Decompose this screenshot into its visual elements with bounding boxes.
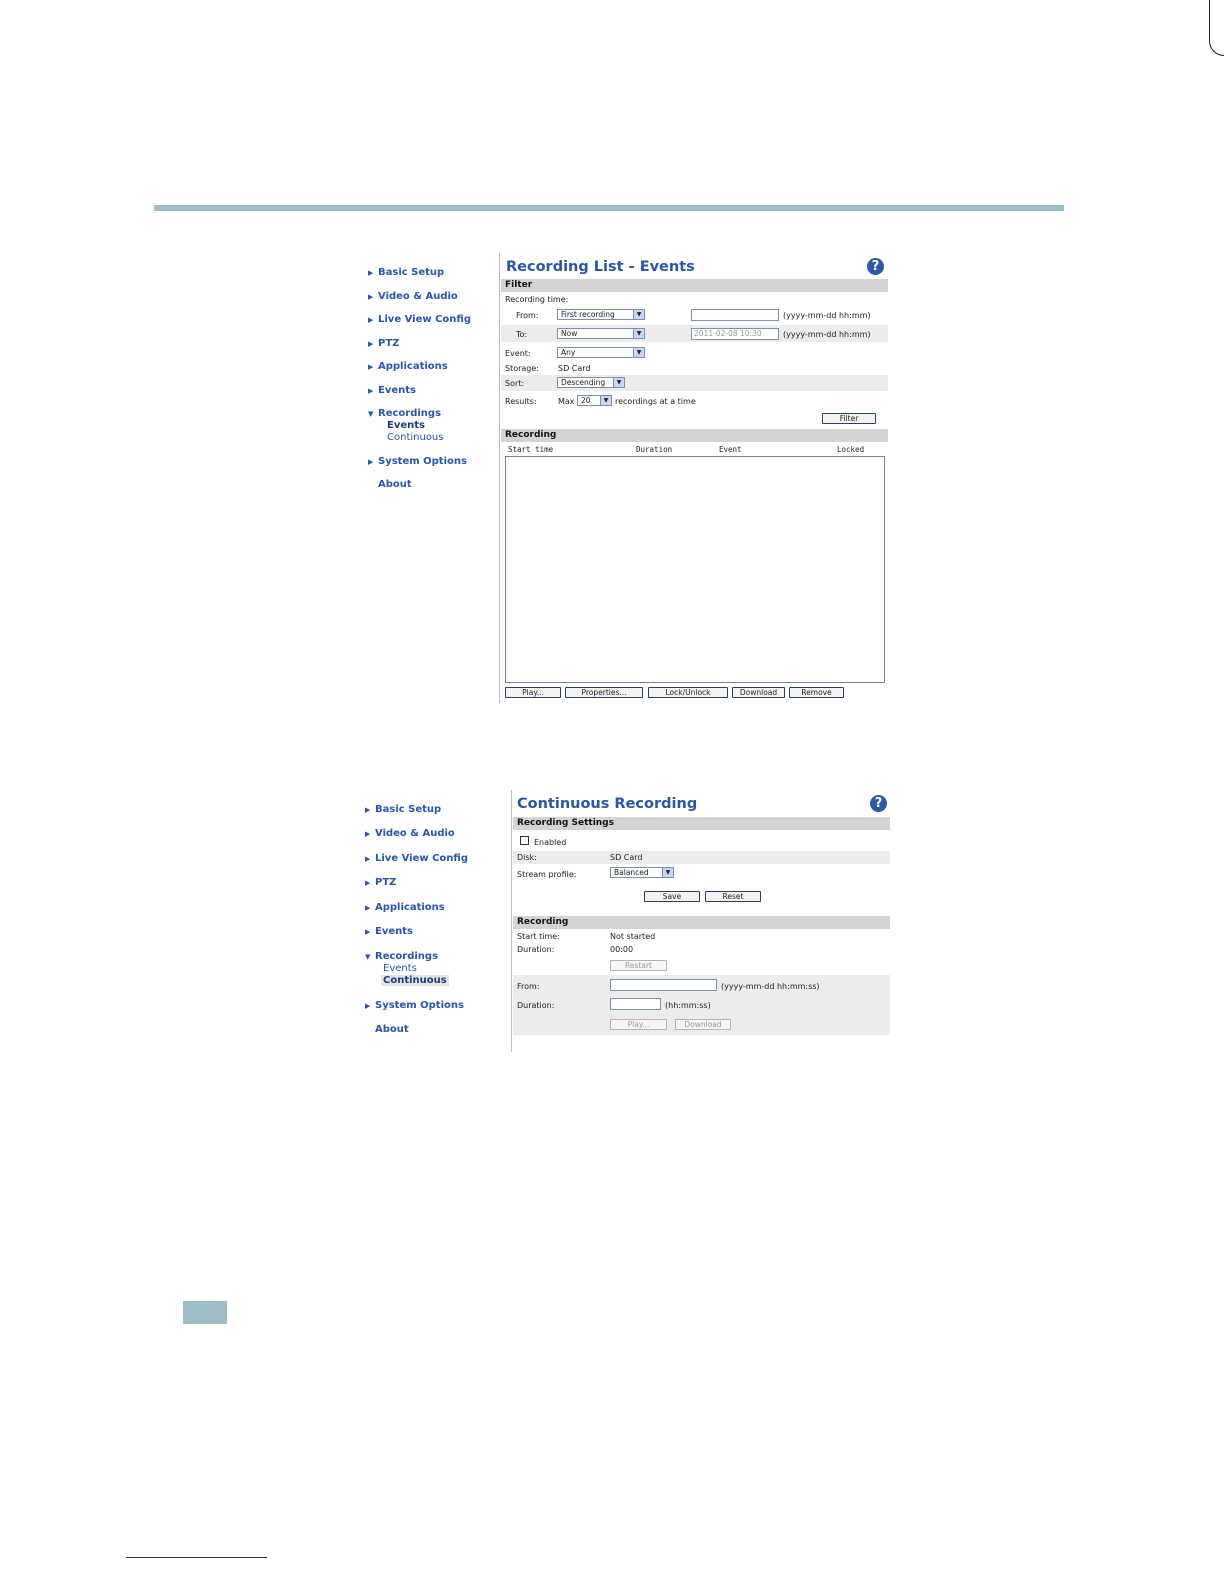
disk-value: SD Card [610,853,643,862]
disk-label: Disk: [517,853,537,862]
from-format: (yyyy-mm-dd hh:mm:ss) [721,982,820,991]
from-label: From: [517,982,540,991]
nav-video-audio[interactable]: ▶ Video & Audio [365,828,455,839]
results-max: Max [558,397,575,406]
lock-unlock-button[interactable]: Lock/Unlock [648,687,728,698]
from-input[interactable] [610,979,717,991]
nav-recordings[interactable]: ▼ Recordings [368,408,442,419]
page-title: Continuous Recording [517,796,698,812]
storage-label: Storage: [505,364,539,373]
caret-right-icon: ▶ [368,387,374,395]
play-button[interactable]: Play... [505,687,561,698]
duration-value: 00:00 [610,945,634,954]
caret-right-icon: ▶ [368,340,374,348]
caret-down-icon: ▼ [365,953,371,961]
duration2-label: Duration: [517,1001,555,1010]
nav-applications[interactable]: ▶ Applications [365,902,445,913]
caret-right-icon: ▶ [368,316,374,324]
filter-button[interactable]: Filter [822,413,876,424]
enabled-checkbox[interactable] [520,836,529,845]
duration2-format: (hh:mm:ss) [665,1001,711,1010]
nav-basic-setup[interactable]: ▶ Basic Setup [368,267,445,278]
page-corner-mark [1209,0,1224,56]
nav-system-options[interactable]: ▶ System Options [368,456,467,467]
caret-right-icon: ▶ [365,904,371,912]
nav-events[interactable]: ▶ Events [365,926,413,937]
save-button[interactable]: Save [644,891,700,902]
to-select[interactable]: Now ▼ [557,328,645,339]
chevron-down-icon: ▼ [600,396,611,405]
start-time-value: Not started [610,932,656,941]
restart-button[interactable]: Restart [610,960,667,971]
note-marker [183,1301,227,1324]
caret-right-icon: ▶ [368,363,374,371]
caret-down-icon: ▼ [368,410,374,418]
chevron-down-icon: ▼ [633,329,644,338]
download-button[interactable]: Download [732,687,785,698]
footnote-rule [126,1557,267,1558]
screenshot-continuous-recording [360,790,892,1052]
nav-sub-continuous[interactable]: Continuous [387,432,444,443]
nav-about[interactable]: About [375,1024,409,1035]
recording-settings-header: Recording Settings [513,817,890,830]
recording-list[interactable] [505,456,885,683]
chevron-down-icon: ▼ [613,378,624,387]
col-event: Event [719,445,742,454]
nav-sub-continuous[interactable]: Continuous [383,975,447,986]
stream-profile-select[interactable]: Balanced ▼ [610,867,674,878]
col-duration: Duration [636,445,673,454]
to-format: (yyyy-mm-dd hh:mm) [783,330,871,339]
screenshot-recording-list-events [363,253,891,703]
filter-header: Filter [501,279,888,292]
caret-right-icon: ▶ [368,269,374,277]
to-label: To: [516,330,528,339]
results-label: Results: [505,397,537,406]
caret-right-icon: ▶ [368,458,374,466]
caret-right-icon: ▶ [365,830,371,838]
results-suffix: recordings at a time [615,397,696,406]
recording-header: Recording [501,429,888,442]
nav-live-view-config[interactable]: ▶ Live View Config [368,314,471,325]
nav-events[interactable]: ▶ Events [368,385,416,396]
nav-sub-events[interactable]: Events [383,963,417,974]
sort-select[interactable]: Descending ▼ [557,377,625,388]
nav-ptz[interactable]: ▶ PTZ [368,338,400,349]
sidebar-nav [363,253,500,703]
stream-profile-label: Stream profile: [517,870,577,879]
nav-recordings[interactable]: ▼ Recordings [365,951,439,962]
from-label: From: [516,311,539,320]
results-select[interactable]: 20 ▼ [577,395,612,406]
nav-applications[interactable]: ▶ Applications [368,361,448,372]
nav-ptz[interactable]: ▶ PTZ [365,877,397,888]
recording-time-label: Recording time: [505,295,569,304]
from-input[interactable] [691,309,779,321]
duration-label: Duration: [517,945,555,954]
duration-input[interactable] [610,998,661,1010]
event-label: Event: [505,349,531,358]
nav-live-view-config[interactable]: ▶ Live View Config [365,853,468,864]
download-button[interactable]: Download [675,1019,731,1030]
caret-right-icon: ▶ [365,879,371,887]
event-select[interactable]: Any ▼ [557,347,645,358]
from-select[interactable]: First recording ▼ [557,309,645,320]
help-icon[interactable]: ? [870,795,887,812]
reset-button[interactable]: Reset [705,891,761,902]
col-locked: Locked [837,445,865,454]
play-button[interactable]: Play... [610,1019,667,1030]
chevron-down-icon: ▼ [662,868,673,877]
enabled-label: Enabled [534,838,567,847]
storage-value: SD Card [558,364,591,373]
caret-right-icon: ▶ [368,293,374,301]
from-format: (yyyy-mm-dd hh:mm) [783,311,871,320]
to-input[interactable]: 2011-02-08 10:30 [691,328,779,340]
start-time-label: Start time: [517,932,560,941]
remove-button[interactable]: Remove [789,687,844,698]
caret-right-icon: ▶ [365,806,371,814]
nav-video-audio[interactable]: ▶ Video & Audio [368,291,458,302]
nav-basic-setup[interactable]: ▶ Basic Setup [365,804,442,815]
sort-label: Sort: [505,379,525,388]
caret-right-icon: ▶ [365,1002,371,1010]
help-icon[interactable]: ? [867,258,884,275]
header-rule [154,205,1064,211]
disk-row-bg [513,851,890,864]
chevron-down-icon: ▼ [633,348,644,357]
nav-about[interactable]: About [378,479,412,490]
nav-sub-events[interactable]: Events [387,420,425,431]
page-title: Recording List - Events [506,259,695,275]
chevron-down-icon: ▼ [633,310,644,319]
properties-button[interactable]: Properties... [565,687,643,698]
sidebar-nav [360,790,512,1052]
recording-header: Recording [513,916,890,929]
nav-system-options[interactable]: ▶ System Options [365,1000,464,1011]
caret-right-icon: ▶ [365,928,371,936]
caret-right-icon: ▶ [365,855,371,863]
col-start-time: Start time [508,445,554,454]
